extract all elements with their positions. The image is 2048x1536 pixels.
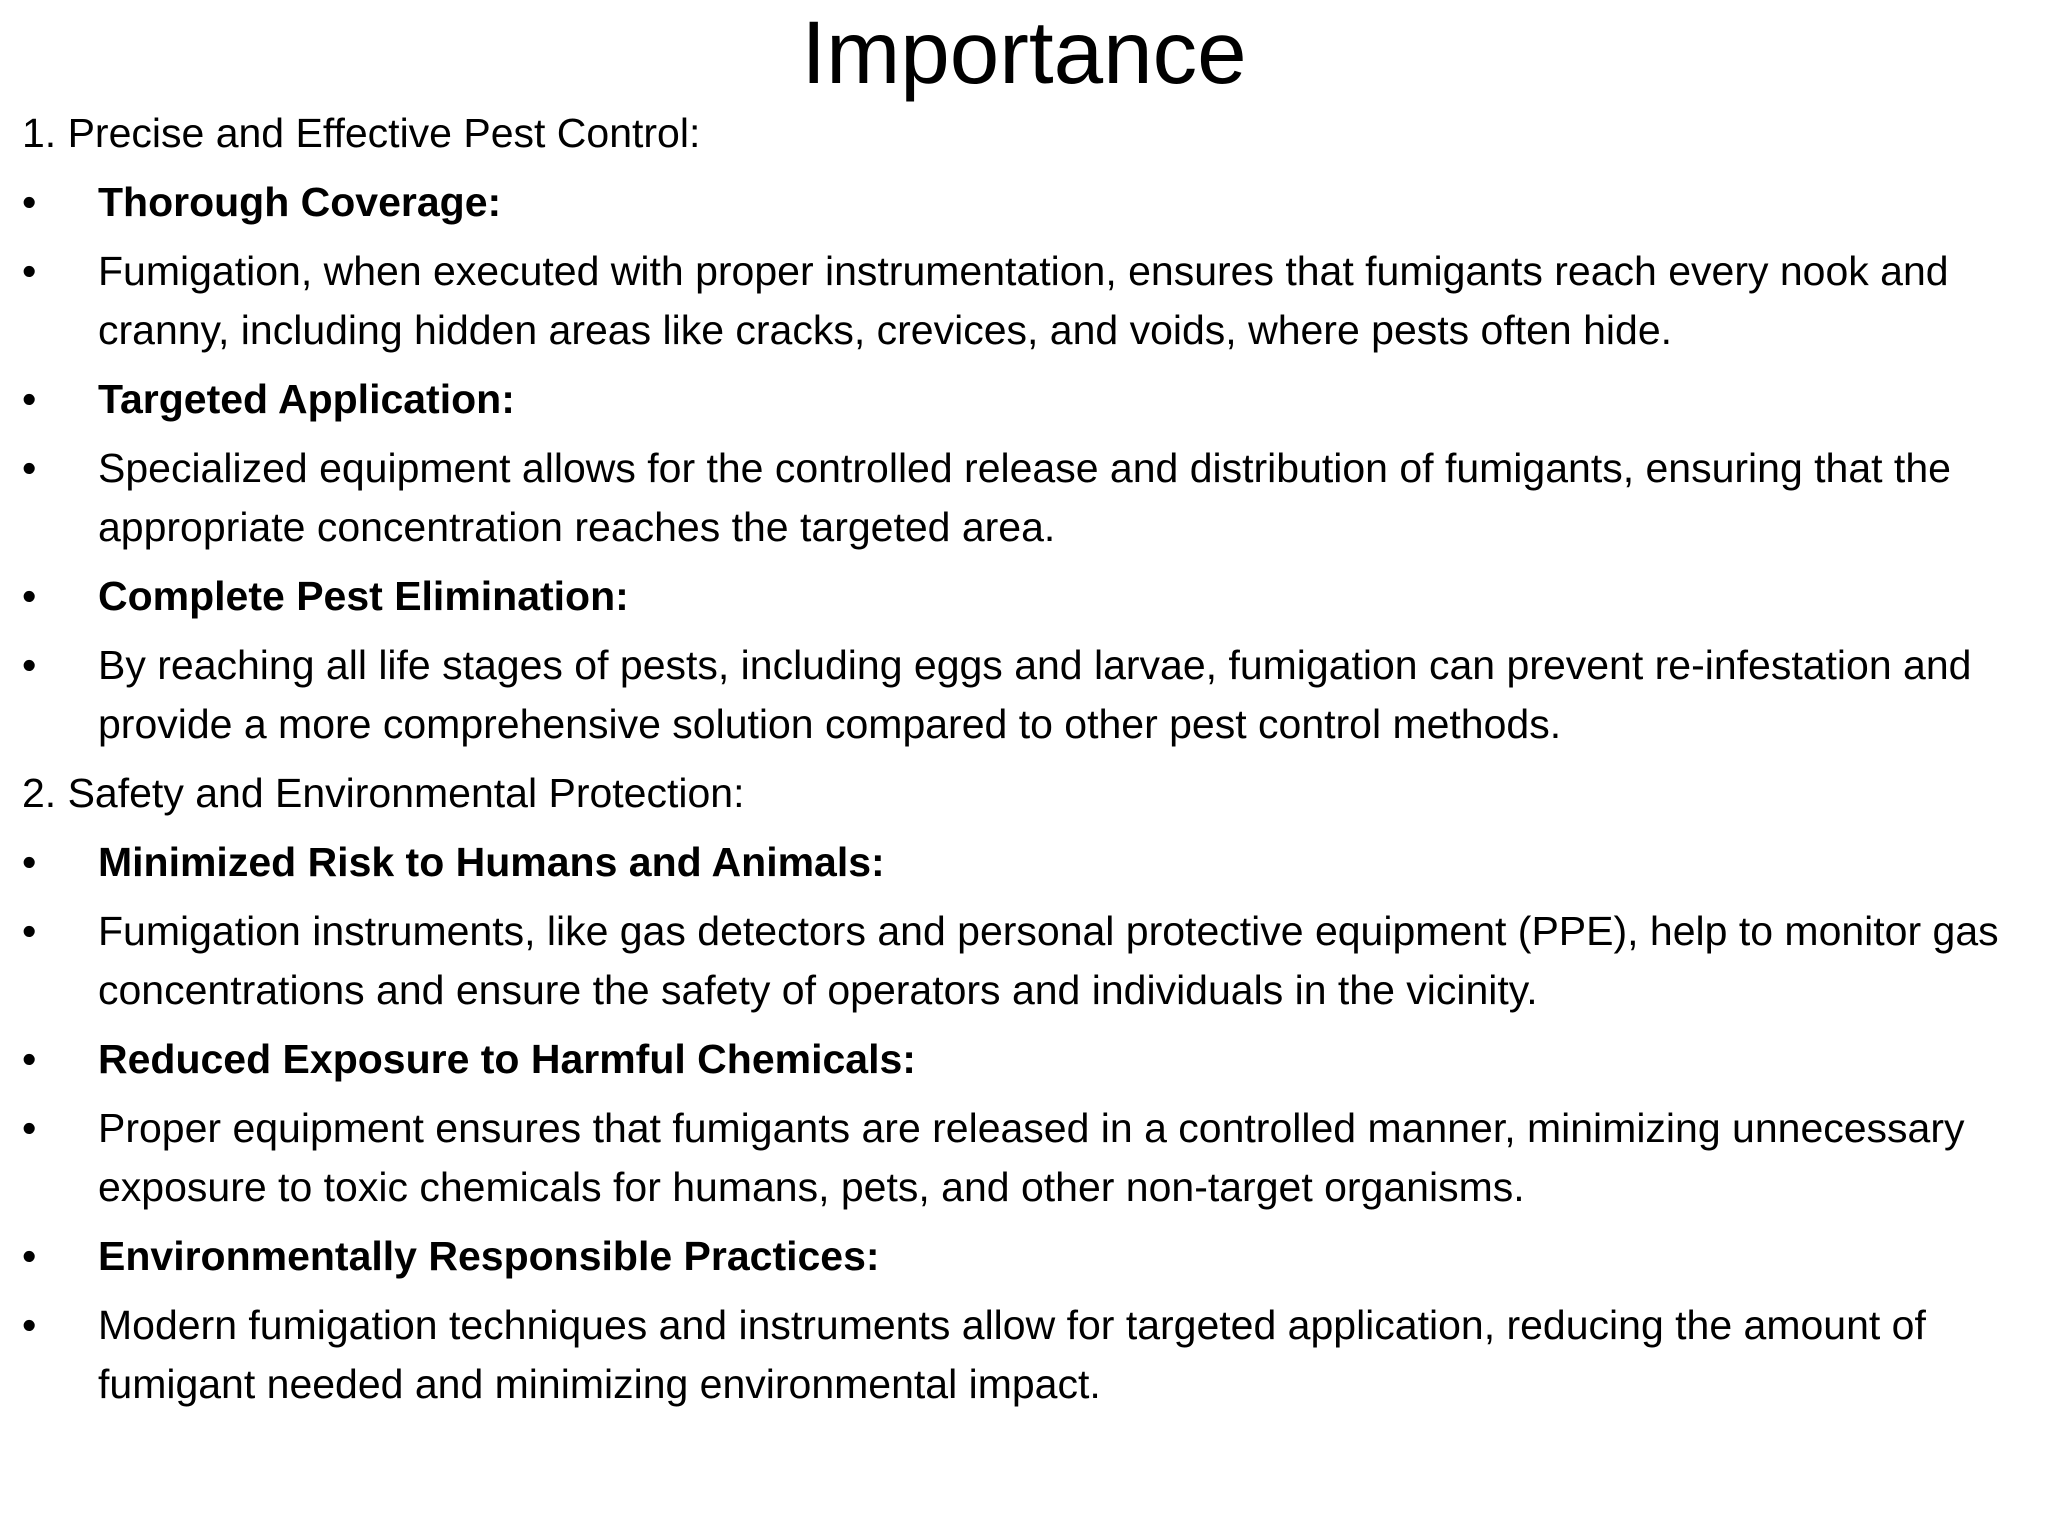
- item-text: Fumigation instruments, like gas detectors and personal protective equipment (PPE), help to monitor gas concentrations and ensure the safety of operators and individuals in the vicinity.: [98, 908, 1999, 1013]
- bullet-icon: •: [22, 1105, 37, 1151]
- bullet-item-text: [22, 242, 2032, 360]
- bullet-icon: •: [22, 1233, 37, 1279]
- bullet-icon: •: [22, 376, 37, 422]
- item-text: Modern fumigation techniques and instruments allow for targeted application, reducing the amount of fumigant needed and minimizing environmental impact.: [98, 1302, 1926, 1407]
- item-label: Complete Pest Elimination:: [98, 573, 629, 619]
- slide-body: [22, 104, 2032, 1424]
- bullet-item-text: [22, 439, 2032, 557]
- bullet-item-label: [22, 833, 2032, 892]
- bullet-item-label: [22, 567, 2032, 626]
- section-heading: 2. Safety and Environmental Protection:: [22, 770, 745, 816]
- item-text: Proper equipment ensures that fumigants are released in a controlled manner, minimizing unnecessary exposure to toxic chemicals for humans, pets, and other non-target organisms.: [98, 1105, 1965, 1210]
- item-text: Specialized equipment allows for the controlled release and distribution of fumigants, ensuring that the appropriate concentration reaches the targeted area.: [98, 445, 1951, 550]
- bullet-icon: •: [22, 839, 37, 885]
- item-label: Environmentally Responsible Practices:: [98, 1233, 880, 1279]
- bullet-item-label: [22, 1030, 2032, 1089]
- bullet-icon: •: [22, 179, 37, 225]
- bullet-item-label: [22, 1227, 2032, 1286]
- item-label: Minimized Risk to Humans and Animals:: [98, 839, 885, 885]
- bullet-icon: •: [22, 248, 37, 294]
- slide-title: Importance: [801, 2, 1247, 102]
- bullet-item-label: [22, 173, 2032, 232]
- bullet-item-text: [22, 902, 2032, 1020]
- bullet-icon: •: [22, 642, 37, 688]
- bullet-icon: •: [22, 1302, 37, 1348]
- item-text: By reaching all life stages of pests, including eggs and larvae, fumigation can prevent re-infestation and provide a more comprehensive solution compared to other pest control methods.: [98, 642, 1972, 747]
- bullet-item-text: [22, 1099, 2032, 1217]
- bullet-icon: •: [22, 1036, 37, 1082]
- item-label: Reduced Exposure to Harmful Chemicals:: [98, 1036, 916, 1082]
- bullet-icon: •: [22, 573, 37, 619]
- item-text: Fumigation, when executed with proper instrumentation, ensures that fumigants reach every nook and cranny, including hidden areas like cracks, crevices, and voids, where pests often hide.: [98, 248, 1949, 353]
- bullet-item-text: [22, 636, 2032, 754]
- bullet-item-text: [22, 1296, 2032, 1414]
- section-heading: 1. Precise and Effective Pest Control:: [22, 110, 701, 156]
- bullet-icon: •: [22, 908, 37, 954]
- item-label: Thorough Coverage:: [98, 179, 502, 225]
- item-label: Targeted Application:: [98, 376, 515, 422]
- bullet-item-label: [22, 370, 2032, 429]
- bullet-icon: •: [22, 445, 37, 491]
